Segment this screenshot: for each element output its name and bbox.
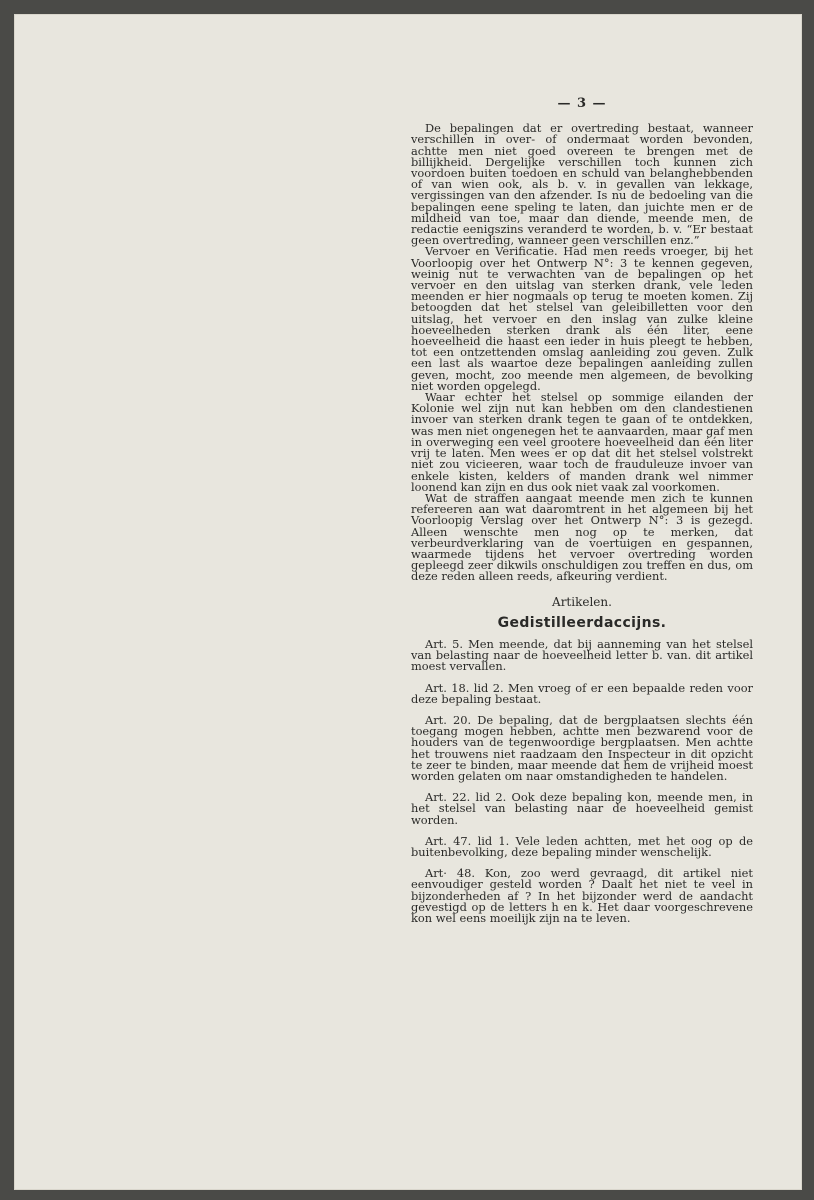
article-paragraph: Art. 18. lid 2. Men vroeg of er een bepaalde reden voor deze bepaling bestaat. (411, 680, 753, 706)
paragraph: De bepalingen dat er overtreding bestaat, wanneer verschillen in over- of ondermaat worden bevonden, achtte men niet goed overeen te brengen met de billijkheid. Dergelijke verschillen toch kunnen zich voordoen buiten toedoen en schuld van belanghebbenden of van wien ook, als b. v. in gevallen van lekkage, vergissingen van den afzender. Is nu de bedoeling van die bepalingen eene speling te laten, dan juichte men er de mildheid van toe, maar dan diende, meende men, de redactie eenigszins veranderd te worden, b. v. “Er bestaat geen overtreding, wanneer geen verschillen enz.” (411, 121, 753, 248)
page-number: — 3 — (557, 96, 607, 111)
article-paragraph: Art. 47. lid 1. Vele leden achtten, met het oog op de buitenbevolking, deze bepaling minder wenschelijk. (411, 833, 753, 859)
article-paragraph: Art· 48. Kon, zoo werd gevraagd, dit artikel niet eenvoudiger gesteld worden ? Daalt het niet te veel in bijzonderheden af ? In het bijzonder werd de aandacht gevestigd op de letters h en k. Het daar voorgeschrevene kon wel eens moeilijk zijn na te leven. (411, 866, 753, 925)
paragraph: Vervoer en Verificatie. Had men reeds vroeger, bij het Voorloopig over het Ontwerp N°: 3 te kennen gegeven, weinig nut te verwachten van de bepalingen op het vervoer en den uitslag van sterken drank, vele leden meenden er hier nogmaals op terug te moeten komen. Zij betoogden dat het stelsel van geleibilletten voor den uitslag, het vervoer en den inslag van zulke kleine hoeveelheden sterken drank als één liter, eene hoeveelheid die haast een ieder in huis pleegt te hebben, tot een ontzettenden omslag aanleiding zou geven. Zulk een last als waartoe deze bepalingen aanleiding zullen geven, mocht, zoo meende men algemeen, de bevolking niet worden opgelegd. (411, 244, 753, 393)
paragraph: Waar echter het stelsel op sommige eilanden der Kolonie wel zijn nut kan hebben om den clandestienen invoer van sterken drank tegen te gaan of te ontdekken, was men niet ongenegen het te aanvaarden, maar gaf men in overweging een veel grootere hoeveelheid dan één liter vrij te laten. Men wees er op dat dit het stelsel volstrekt niet zou vicieeren, waar toch de frauduleuze invoer van enkele kisten, kelders of manden drank wel nimmer loonend kan zijn en dus ook niet vaak zal voorkomen. (411, 390, 753, 494)
article-paragraph: Art. 22. lid 2. Ook deze bepaling kon, meende men, in het stelsel van belasting naar de hoeveelheid gemist worden. (411, 790, 753, 827)
section-label: Artikelen. (552, 594, 612, 609)
text-column (411, 96, 753, 924)
article-paragraph: Art. 20. De bepaling, dat de bergplaatsen slechts één toegang mogen hebben, achtte men bezwarend voor de houders van de tegenwoordige bergplaatsen. Men achtte het trouwens niet raadzaam den Inspecteur in dit opzicht te zeer te binden, maar meende dat hem de vrijheid moest worden gelaten om naar omstandigheden te handelen. (411, 712, 753, 783)
section-title: Gedistilleerdaccijns. (497, 614, 667, 631)
paragraph: Wat de straffen aangaat meende men zich te kunnen refereeren aan wat daaromtrent in het algemeen bij het Voorloopig Verslag over het Ontwerp N°: 3 is gezegd. Alleen wenschte men nog op te merken, dat verbeurdverklaring van de voertuigen en gespannen, waarmede tijdens het vervoer overtreding worden gepleegd zeer dikwils onschuldigen zou treffen en dus, om deze reden alleen reeds, afkeuring verdient. (411, 490, 753, 584)
article-paragraph: Art. 5. Men meende, dat bij aanneming van het stelsel van belasting naar de hoeveelheid letter b. van. dit artikel moest vervallen. (411, 636, 753, 674)
